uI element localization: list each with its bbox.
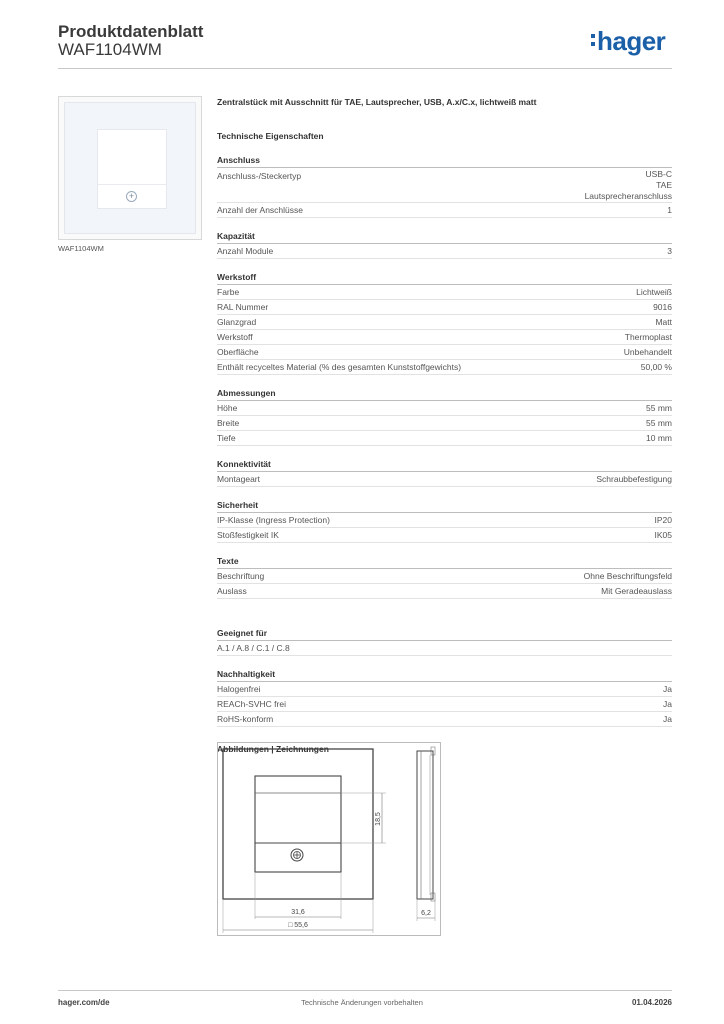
spec-row — [217, 472, 672, 487]
spec-label: Montageart — [217, 474, 260, 484]
technical-drawing — [217, 742, 441, 936]
spec-row — [217, 285, 672, 300]
spec-value-line: 9016 — [653, 302, 672, 312]
spec-row — [217, 345, 672, 360]
dim-height-label: 18,5 — [375, 812, 382, 826]
spec-value-line: 3 — [667, 246, 672, 256]
spec-label: Tiefe — [217, 433, 236, 443]
section-title: Konnektivität — [217, 458, 672, 472]
product-description: Zentralstück mit Ausschnitt für TAE, Lautsprecher, USB, A.x/C.x, lichtweiß matt — [217, 97, 537, 107]
spec-value-line: IK05 — [654, 530, 672, 540]
section-title: Werkstoff — [217, 271, 672, 285]
spec-row — [217, 641, 672, 656]
spec-value-line: Lichtweiß — [636, 287, 672, 297]
spec-row — [217, 712, 672, 727]
spec-row — [217, 300, 672, 315]
spec-value — [655, 315, 672, 329]
drawing-title: Abbildungen | Zeichnungen — [217, 744, 329, 754]
header-divider — [58, 68, 672, 69]
spec-value-line: Matt — [655, 317, 672, 327]
spec-label: Werkstoff — [217, 332, 253, 342]
spec-value — [636, 285, 672, 299]
spec-value-line: Ohne Beschriftungsfeld — [583, 571, 672, 581]
spec-value-line: Unbehandelt — [623, 347, 672, 357]
spec-section — [217, 387, 672, 446]
spec-label: Auslass — [217, 586, 247, 596]
spec-value-line: IP20 — [654, 515, 672, 525]
spec-value — [663, 697, 672, 711]
spec-label: RAL Nummer — [217, 302, 269, 312]
spec-value — [667, 244, 672, 258]
spec-row — [217, 528, 672, 543]
dim-depth-label: 6,2 — [421, 910, 431, 917]
section-title: Sicherheit — [217, 499, 672, 513]
spec-value — [596, 472, 672, 486]
technical-drawing-svg — [218, 743, 442, 937]
hager-logo[interactable] — [591, 26, 665, 56]
spec-label: Halogenfrei — [217, 684, 261, 694]
spec-value-line: TAE — [656, 180, 672, 190]
spec-value-line: Ja — [663, 714, 672, 724]
spec-value — [625, 330, 672, 344]
spec-value — [663, 682, 672, 696]
spec-row — [217, 168, 672, 203]
spec-value — [641, 360, 672, 374]
spec-content — [217, 96, 672, 755]
spec-value — [646, 416, 672, 430]
spec-value-line: 10 mm — [646, 433, 672, 443]
spec-value — [646, 401, 672, 415]
spec-sections-lower — [217, 627, 672, 727]
spec-value — [624, 345, 672, 359]
spec-value-line: 1 — [667, 205, 672, 215]
spec-label: A.1 / A.8 / C.1 / C.8 — [217, 643, 290, 653]
spec-section — [217, 668, 672, 727]
section-title: Nachhaltigkeit — [217, 668, 672, 682]
spec-label: Enthält recyceltes Material (% des gesamten Kunststoffgewichts) — [217, 362, 462, 372]
section-title: Texte — [217, 555, 672, 569]
spec-row — [217, 697, 672, 712]
page-title: Produktdatenblatt — [58, 22, 204, 41]
section-title: Anschluss — [217, 154, 672, 168]
spec-value-line: 55 mm — [646, 418, 672, 428]
screw-icon: + — [126, 191, 137, 202]
spec-value-line: Ja — [663, 684, 672, 694]
spec-label: IP-Klasse (Ingress Protection) — [217, 515, 330, 525]
spec-value — [663, 712, 672, 726]
dim-total-label: □ 55,6 — [288, 922, 308, 929]
spec-value — [653, 300, 672, 314]
spec-value — [655, 528, 673, 542]
spec-row — [217, 244, 672, 259]
dim-cutout-width-label: 31,6 — [291, 909, 305, 916]
cover-plate-image — [64, 102, 196, 234]
spec-label: Stoßfestigkeit IK — [217, 530, 279, 540]
spec-section — [217, 154, 672, 218]
spec-row — [217, 203, 672, 218]
spec-label: Breite — [217, 418, 240, 428]
spec-row — [217, 315, 672, 330]
spec-label: RoHS-konform — [217, 714, 274, 724]
spec-heading: Technische Eigenschaften — [217, 131, 324, 141]
footer-date: 01.04.2026 — [631, 998, 672, 1007]
spec-value — [585, 169, 672, 202]
spec-value-line: 55 mm — [646, 403, 672, 413]
photo-caption: WAF1104WM — [58, 244, 104, 253]
spec-value — [667, 203, 672, 217]
spec-label: Glanzgrad — [217, 317, 257, 327]
section-title: Kapazität — [217, 230, 672, 244]
spec-section — [217, 271, 672, 375]
spec-row — [217, 401, 672, 416]
footer-notice: Technische Änderungen vorbehalten — [301, 998, 423, 1007]
logo-text: hager — [597, 26, 666, 56]
spec-value — [655, 513, 673, 527]
cutout-image — [97, 129, 167, 209]
spec-sections — [217, 154, 672, 599]
spec-row — [217, 416, 672, 431]
spec-section — [217, 230, 672, 259]
spec-value — [646, 431, 672, 445]
spec-row — [217, 584, 672, 599]
spec-label: Anschluss-/Steckertyp — [217, 171, 302, 181]
spec-label: Anzahl der Anschlüsse — [217, 205, 303, 215]
footer-divider — [58, 990, 672, 991]
spec-value — [584, 569, 672, 583]
product-photo — [58, 96, 202, 240]
product-code: WAF1104WM — [58, 40, 162, 59]
spec-value-line: 50,00 % — [640, 362, 672, 372]
spec-section — [217, 499, 672, 543]
spec-label: Anzahl Module — [217, 246, 274, 256]
spec-label: Beschriftung — [217, 571, 265, 581]
spec-label: Oberfläche — [217, 347, 259, 357]
spec-value — [601, 584, 672, 598]
spec-row — [217, 682, 672, 697]
spec-row — [217, 513, 672, 528]
spec-row — [217, 330, 672, 345]
spec-value-line: Mit Geradeauslass — [601, 586, 672, 596]
spec-label: Höhe — [217, 403, 238, 413]
spec-value-line: Ja — [663, 699, 672, 709]
spec-section — [217, 555, 672, 599]
spec-section — [217, 627, 672, 656]
spec-value-line: USB-C — [645, 169, 672, 179]
spec-row — [217, 360, 672, 375]
spec-value-line: Schraubbefestigung — [596, 474, 672, 484]
spec-value-line: Lautsprecheranschluss — [584, 191, 672, 201]
logo-dots-icon — [591, 26, 595, 46]
spec-label: REACh-SVHC frei — [217, 699, 286, 709]
spec-row — [217, 569, 672, 584]
spec-section — [217, 458, 672, 487]
spec-row — [217, 431, 672, 446]
section-title: Geeignet für — [217, 627, 672, 641]
footer-website-link[interactable]: hager.com/de — [58, 998, 110, 1007]
spec-label: Farbe — [217, 287, 240, 297]
spec-value-line: Thermoplast — [624, 332, 672, 342]
section-title: Abmessungen — [217, 387, 672, 401]
